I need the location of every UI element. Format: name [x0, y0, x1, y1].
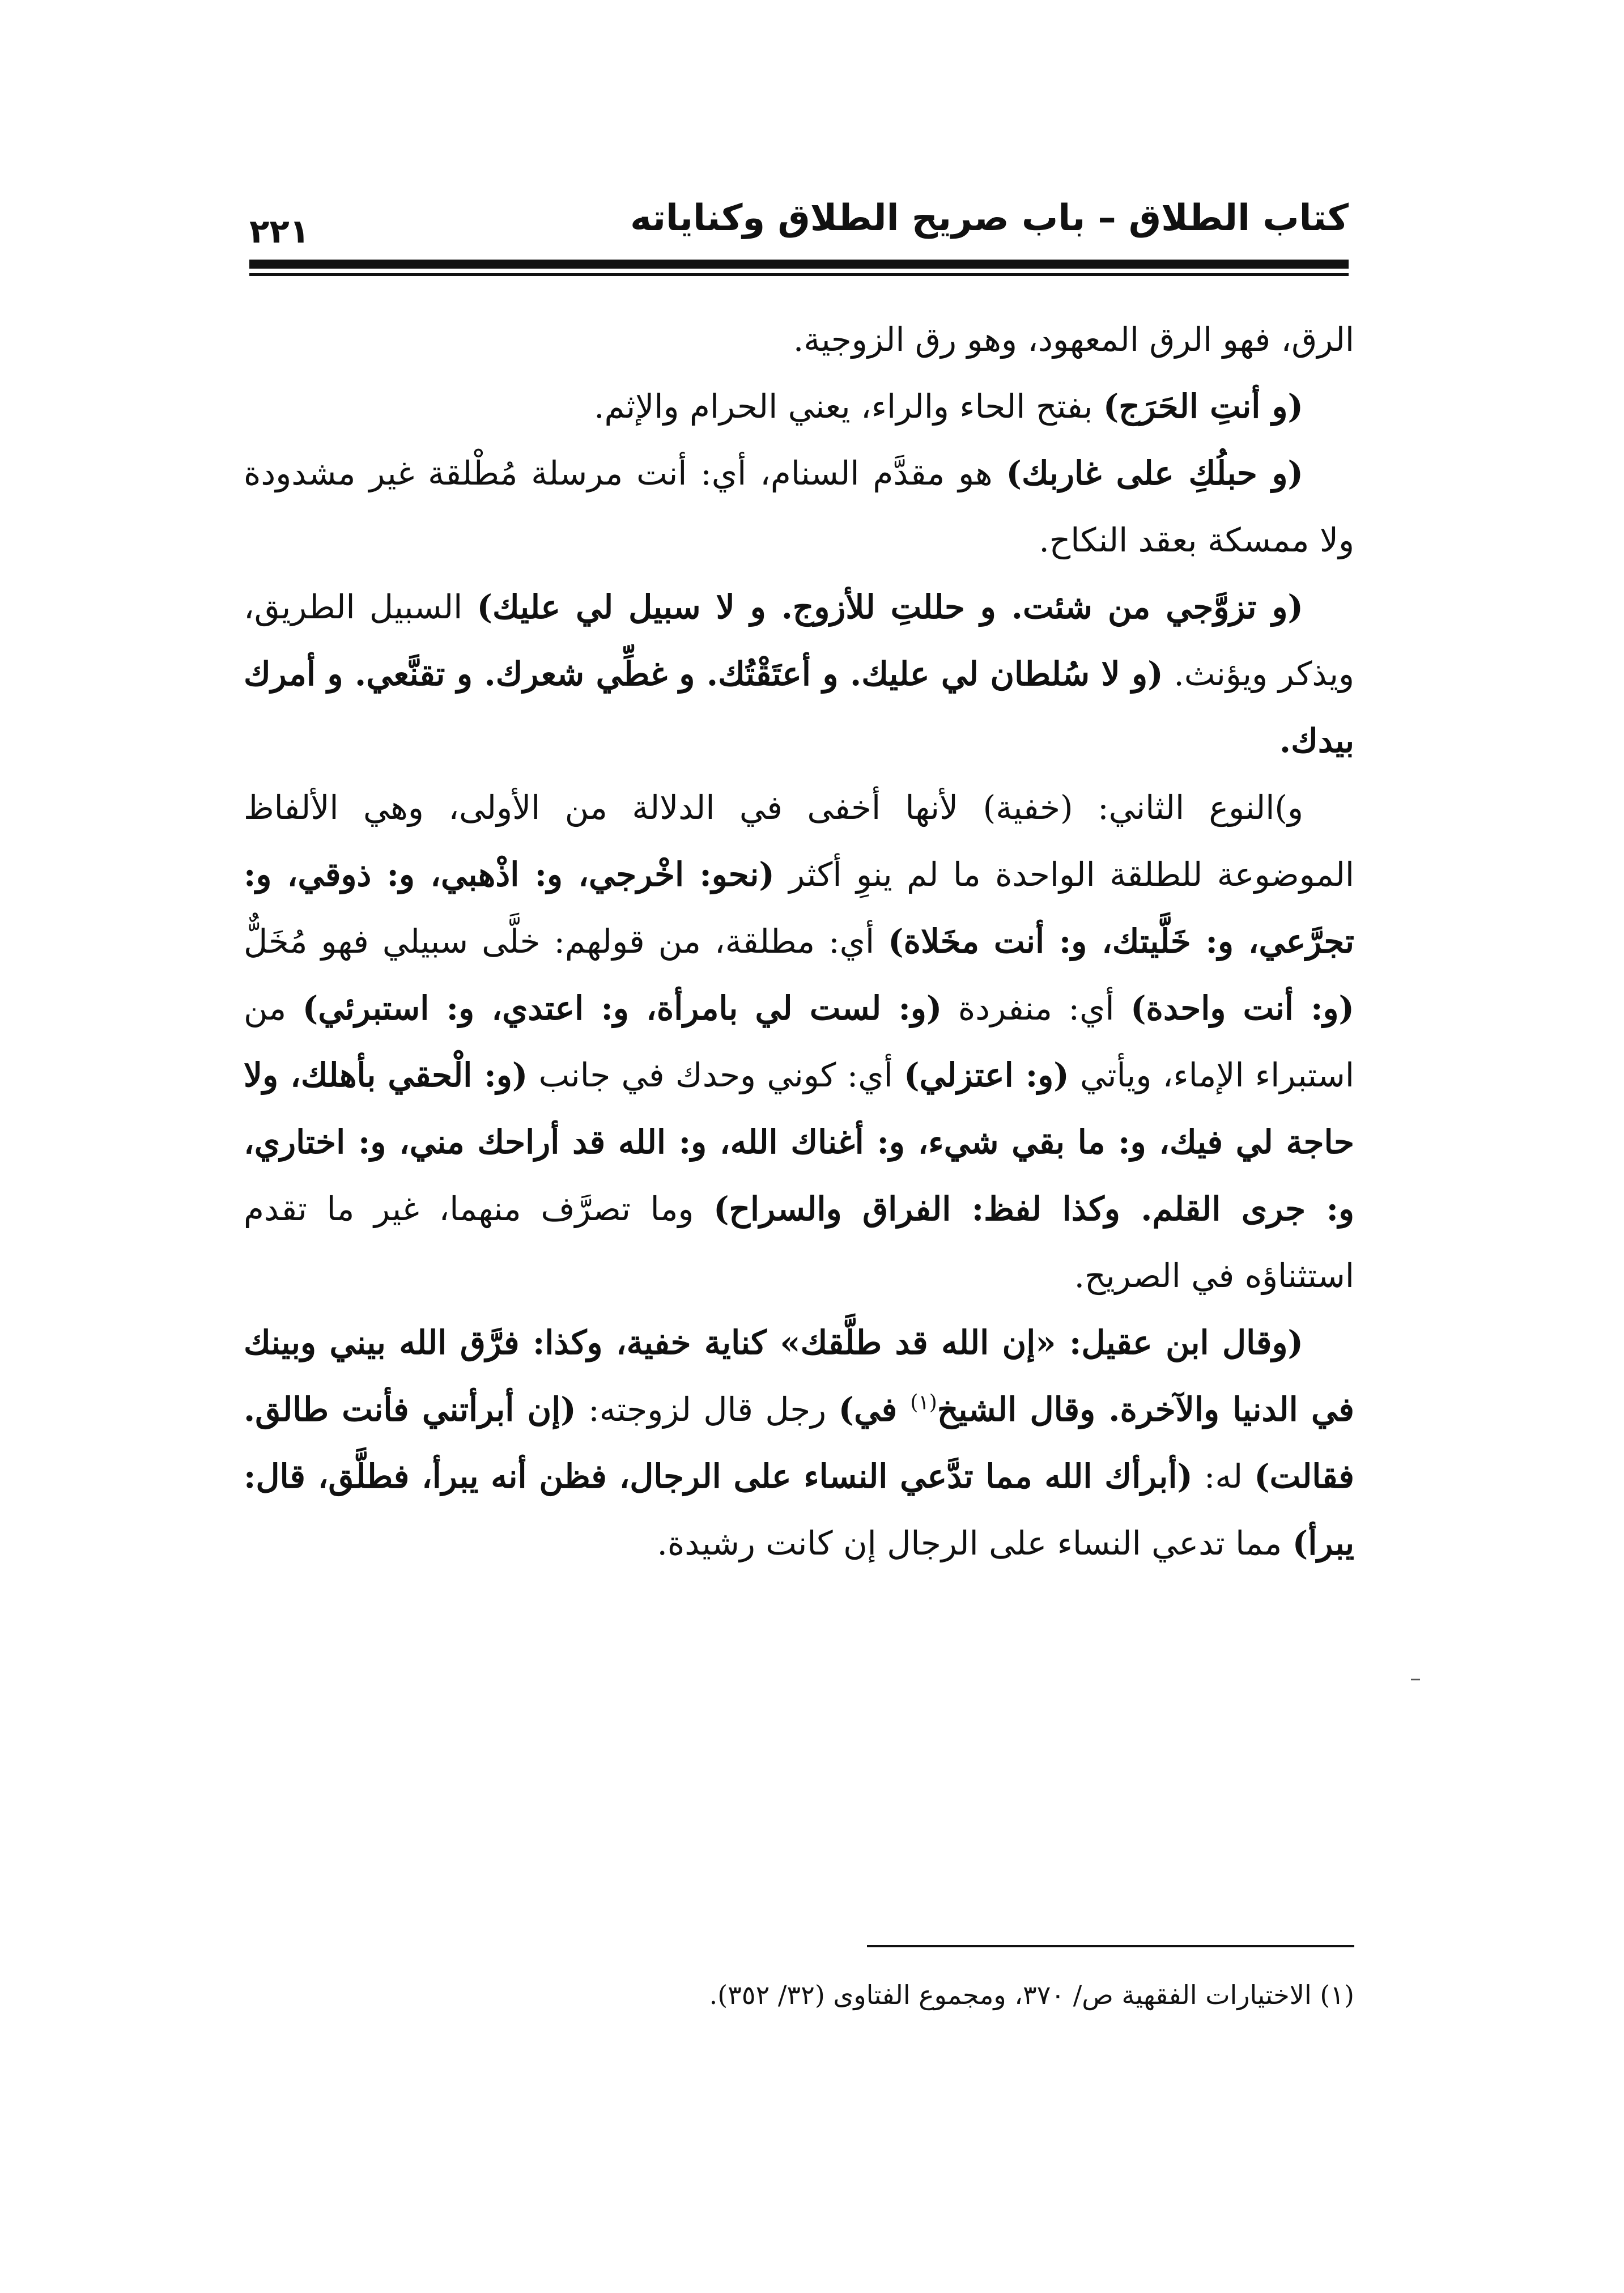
paragraph	[244, 574, 1354, 774]
header-rule-thick	[249, 260, 1349, 269]
quoted-matn: (إن أبرأتني فأنت طالق. فقالت)	[244, 1390, 1354, 1496]
paragraph	[244, 373, 1354, 440]
commentary-text: أي: كوني وحدك في جانب	[528, 1056, 904, 1094]
quoted-matn: (و حبلُكِ على غاربك)	[1006, 454, 1303, 492]
header-rule-thin	[249, 273, 1349, 276]
quoted-matn: (و: أنت واحدة)	[1130, 989, 1354, 1027]
paragraph	[244, 306, 1354, 373]
commentary-text: الرق، فهو الرق المعهود، وهو رق الزوجية.	[793, 320, 1354, 359]
quoted-matn: (و: اعتزلي)	[904, 1056, 1069, 1094]
footnote-separator	[867, 1945, 1354, 1947]
footnote: (١) الاختيارات الفقهية ص/ ٣٧٠، ومجموع الفتاوى (٣٢/ ٣٥٢).	[709, 1980, 1354, 2010]
quoted-matn: في)	[838, 1390, 911, 1429]
commentary-text: هو مقدَّم السنام، أي: أنت مرسلة مُطْلقة غير مشدودة ولا ممسكة بعقد النكاح.	[244, 454, 1354, 559]
quoted-matn: (و: الْحقي بأهلك، ولا حاجة لي فيك، و: ما بقي شيء، و: أغناك الله، و: الله قد أراحك مني، و: اختاري، و: جرى القلم. وكذا لفظ: الفراق والسراح)	[244, 1056, 1354, 1228]
page-number: ٢٢١	[249, 212, 310, 250]
chapter-title: كتاب الطلاق – باب صريح الطلاق وكناياته	[630, 197, 1349, 239]
footnote-ref: (١)	[910, 1391, 937, 1415]
commentary-text: و)النوع الثاني: (خفية) لأنها أخفى في الدلالة من الأولى، وهي الألفاظ الموضوعة للطلقة الواحدة ما لم ينوِ أكثر	[244, 788, 1354, 894]
commentary-text: وما تصرَّف منهما، غير ما تقدم استثناؤه في الصريح.	[244, 1190, 1354, 1295]
quoted-matn: (و أنتِ الحَرَج)	[1103, 387, 1303, 426]
commentary-text: أي: مطلقة، من قولهم: خلَّى سبيلي فهو مُخَلٌّ	[244, 922, 888, 961]
commentary-text: السبيل الطريق، ويذكر ويؤنث.	[244, 588, 1354, 693]
paragraph	[244, 440, 1354, 574]
quoted-matn: (و لا سُلطان لي عليك. و أعتَقْتُك. و غطِّي شعرك. و تقنَّعي. و أمرك بيدك.	[244, 655, 1354, 760]
quoted-matn: (أبرأك الله مما تدَّعي النساء على الرجال، فظن أنه يبرأ، فطلَّق، قال: يبرأ)	[244, 1457, 1354, 1562]
commentary-text: أي: منفردة	[942, 989, 1131, 1027]
paragraph	[244, 774, 1354, 1309]
commentary-text: من استبراء الإماء، ويأتي	[244, 989, 1354, 1094]
commentary-text: بفتح الحاء والراء، يعني الحرام والإثم.	[594, 387, 1103, 426]
quoted-matn: (نحو: اخْرجي، و: اذْهبي، و: ذوقي، و: تجرَّعي، و: خَلَّيتك، و: أنت مخَلاة)	[244, 855, 1354, 961]
commentary-text: رجل قال لزوجته:	[576, 1390, 839, 1429]
commentary-text: له:	[1192, 1457, 1255, 1496]
quoted-matn: (و تزوَّجي من شئت. و حللتِ للأزوج. و لا سبيل لي عليك)	[477, 588, 1303, 626]
commentary-text: مما تدعي النساء على الرجال إن كانت رشيدة.	[657, 1524, 1293, 1562]
quoted-matn: (و: لست لي بامرأة، و: اعتدي، و: استبرئي)	[302, 989, 942, 1027]
running-header	[249, 193, 1349, 255]
margin-mark	[1411, 1679, 1420, 1680]
main-text	[244, 306, 1354, 1577]
paragraph	[244, 1309, 1354, 1577]
quoted-matn: (وقال ابن عقيل: «إن الله قد طلَّقك» كناية خفية، وكذا: فرَّق الله بيني وبينك في الدنيا والآخرة. وقال الشيخ	[244, 1323, 1355, 1429]
